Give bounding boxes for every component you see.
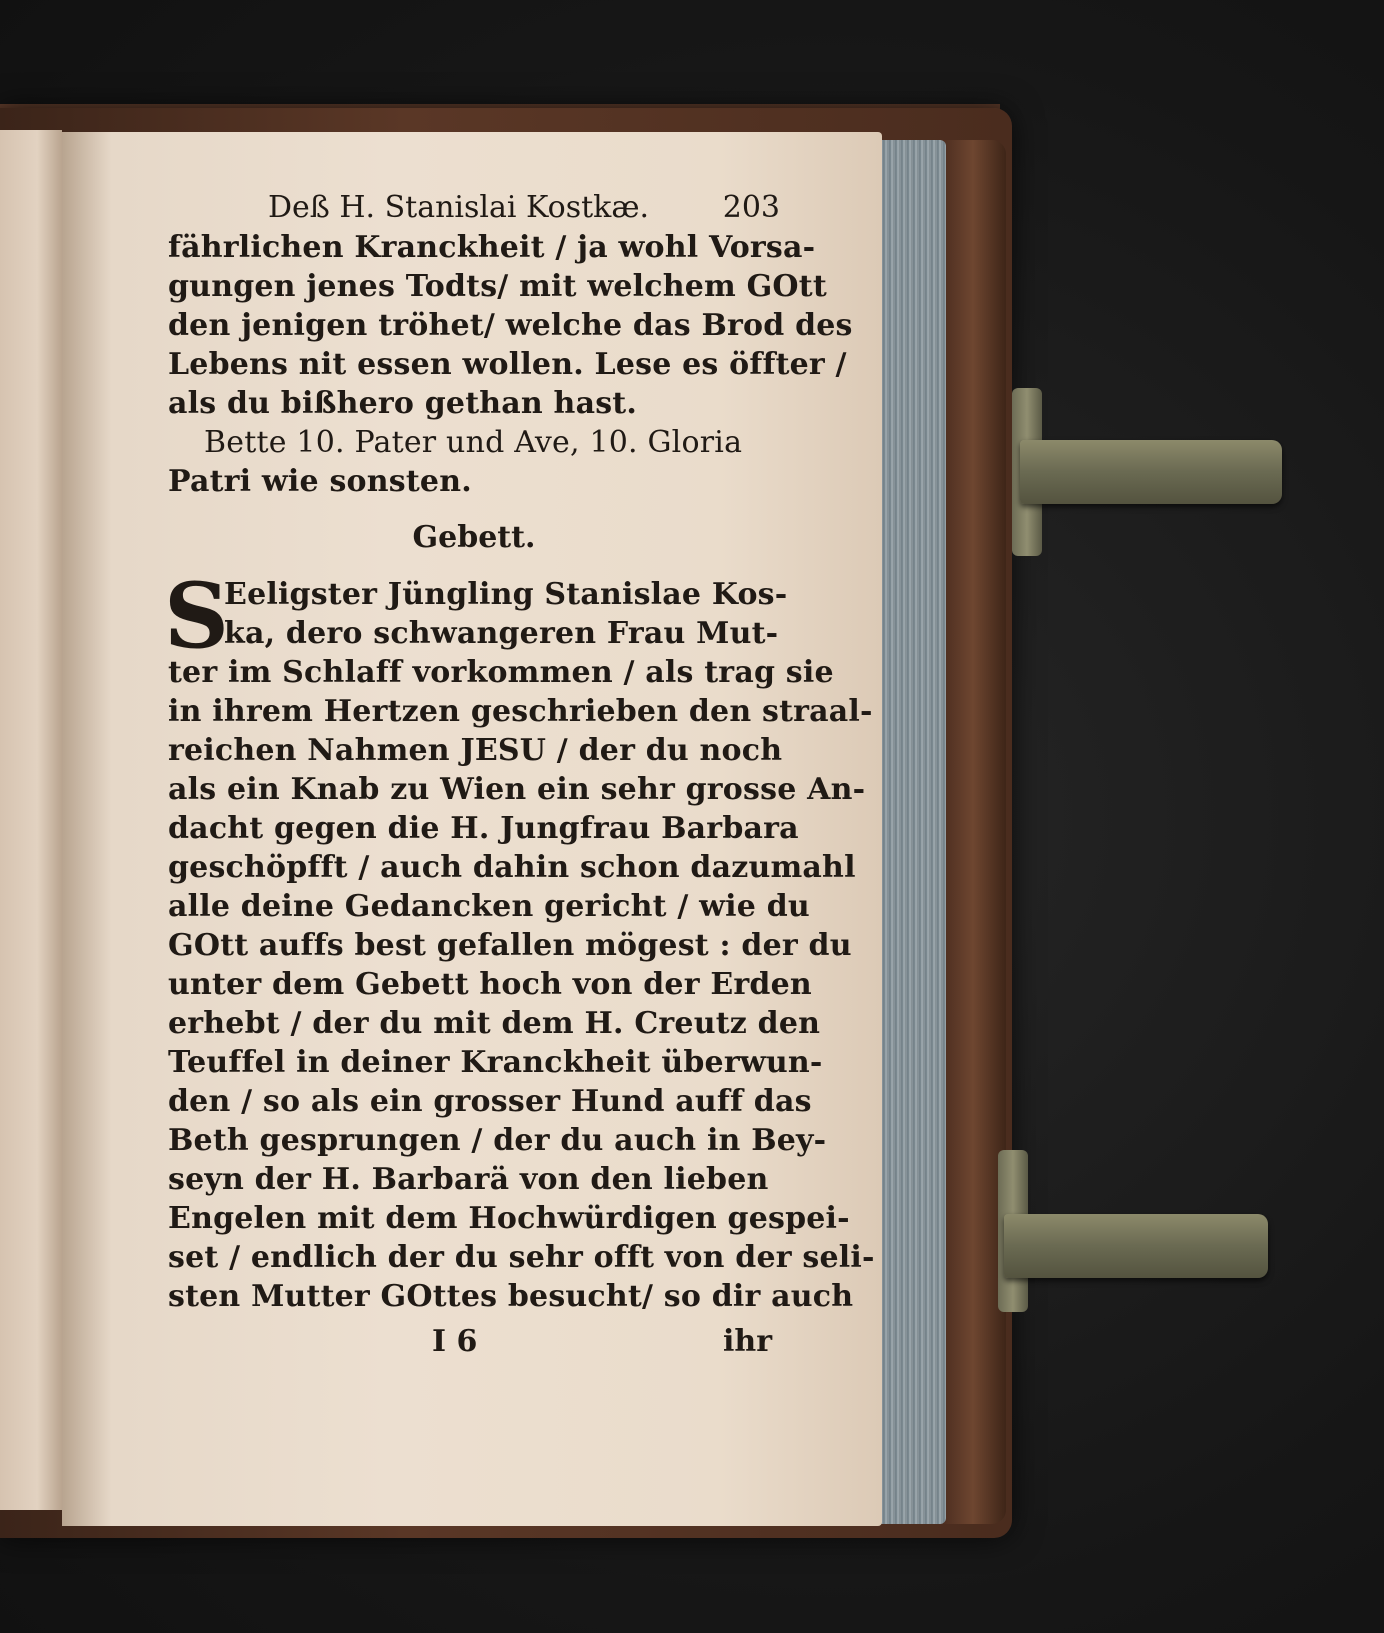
drop-cap: S (164, 563, 229, 669)
text-line: den jenigen tröhet/ welche das Brod des (168, 308, 853, 343)
text-line: Eeligster Jüngling Stanislae Kos- (224, 577, 788, 612)
paragraph-2 (168, 425, 780, 503)
section-heading: Gebett. (412, 520, 536, 555)
text-line: geschöpfft / auch dahin schon dazumahl (168, 850, 856, 885)
page-edges (876, 140, 946, 1524)
page-footer (168, 1324, 780, 1364)
fore-edge-cover (940, 140, 1006, 1524)
upper-clasp (1020, 440, 1282, 504)
text-line: fährlichen Kranckheit / ja wohl Vorsa- (168, 230, 816, 265)
text-line: Patri wie sonsten. (168, 464, 472, 499)
page-text (164, 190, 875, 1364)
catchword: ihr (722, 1324, 772, 1359)
text-line: den / so als ein grosser Hund auff das (168, 1084, 812, 1119)
text-line: Lebens nit essen wollen. Lese es öffter / (168, 347, 847, 382)
text-line: ter im Schlaff vorkommen / als trag sie (168, 655, 834, 690)
running-head: Deß H. Stanislai Kostkæ. (268, 190, 650, 225)
text-line: unter dem Gebett hoch von der Erden (168, 967, 812, 1002)
text-line: erhebt / der du mit dem H. Creutz den (168, 1006, 821, 1041)
lower-clasp (1004, 1214, 1268, 1278)
signature-mark: I 6 (432, 1324, 478, 1359)
text-line: in ihrem Hertzen geschrieben den straal- (168, 694, 873, 729)
text-line: dacht gegen die H. Jungfrau Barbara (168, 811, 799, 846)
text-line: reichen Nahmen JESU / der du noch (168, 733, 783, 768)
text-line: GOtt auffs best gefallen mögest : der du (168, 928, 852, 963)
page-header (168, 190, 780, 230)
page-number: 203 (722, 190, 780, 225)
prayer-paragraph (164, 563, 875, 1318)
text-line: Teuffel in deiner Kranckheit überwun- (168, 1045, 823, 1080)
text-line: ka, dero schwangeren Frau Mut- (224, 616, 779, 651)
text-line: als du bißhero gethan hast. (168, 386, 637, 421)
paragraph-1 (168, 230, 853, 425)
text-line: alle deine Gedancken gericht / wie du (168, 889, 810, 924)
text-line: Bette 10. Pater und Ave, 10. Gloria (204, 425, 743, 460)
text-line: Beth gesprungen / der du auch in Bey- (168, 1123, 827, 1158)
text-line: gungen jenes Todts/ mit welchem GOtt (168, 269, 827, 304)
left-page (0, 130, 62, 1510)
text-line: sten Mutter GOttes besucht/ so dir auch (168, 1279, 854, 1314)
text-line: set / endlich der du sehr offt von der seli- (168, 1240, 875, 1275)
text-line: seyn der H. Barbarä von den lieben (168, 1162, 769, 1197)
text-line: Engelen mit dem Hochwürdigen gespei- (168, 1201, 850, 1236)
text-line: als ein Knab zu Wien ein sehr grosse An- (168, 772, 866, 807)
